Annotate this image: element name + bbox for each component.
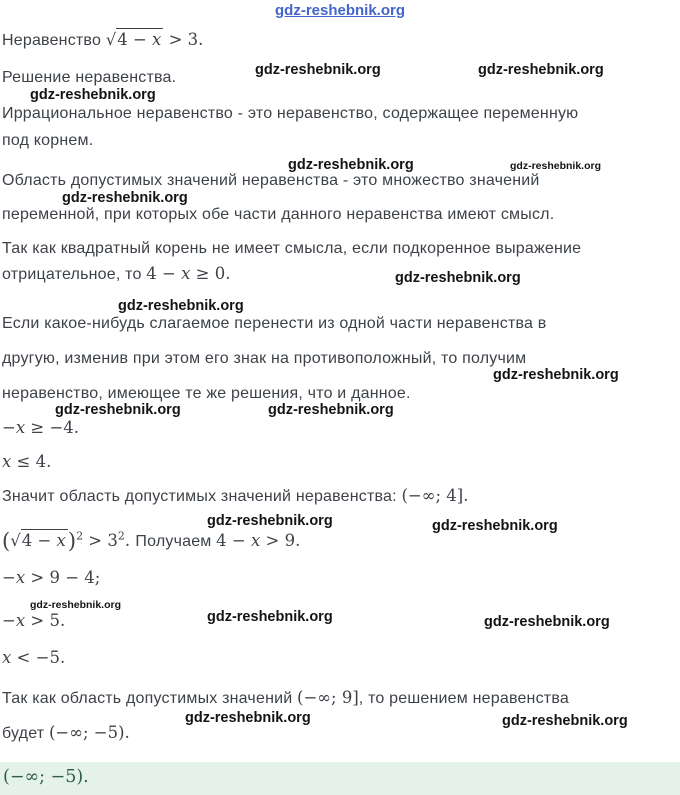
watermark-text: gdz-reshebnik.org [207, 609, 333, 625]
squaring-step-line [2, 528, 300, 554]
math-line [2, 611, 65, 632]
watermark-text: gdz-reshebnik.org [510, 160, 602, 172]
paragraph-line: Иррациональное неравенство - это неравенство, содержащее переменную [2, 105, 579, 122]
math-variable: x [15, 568, 26, 587]
math-inline [2, 529, 136, 553]
math-term: > 9. [260, 531, 301, 550]
radicand-number: 4 − [21, 531, 57, 550]
paragraph-text: Так как область допустимых значений [2, 690, 298, 707]
solution-heading: Решение неравенства. [2, 69, 177, 86]
radical-icon: √ [10, 531, 21, 550]
math-variable: x [181, 264, 191, 283]
math-term: − [2, 611, 16, 630]
math-variable: x [15, 611, 26, 630]
radicand [21, 529, 68, 550]
watermark-text: gdz-reshebnik.org [432, 518, 558, 534]
paragraph-text: Получаем [135, 533, 217, 550]
radicand [116, 28, 163, 49]
paragraph-line [2, 723, 130, 744]
watermark-text: gdz-reshebnik.org [268, 402, 394, 418]
radical-icon: √ [105, 30, 117, 49]
math-term: . [124, 531, 136, 550]
paragraph-line: Если какое-нибудь слагаемое перенести из одной части неравенства в [2, 315, 547, 332]
math-inline [216, 531, 300, 550]
radicand-variable: x [152, 30, 162, 49]
paragraph-line: Так как квадратный корень не имеет смысла, если подкоренное выражение [2, 240, 582, 257]
math-term: > 5. [25, 611, 66, 630]
watermark-text: gdz-reshebnik.org [484, 614, 610, 630]
math-term: ≥ −4. [25, 418, 80, 437]
watermark-text: gdz-reshebnik.org [493, 367, 619, 383]
watermark-text: gdz-reshebnik.org [255, 62, 381, 78]
math-variable: x [2, 452, 12, 471]
paragraph-line [2, 688, 569, 709]
math-term: > 9 − 4; [25, 568, 101, 587]
paragraph-text: , то решением неравенства [358, 690, 569, 707]
math-line [2, 418, 79, 439]
problem-relation: > 3. [163, 30, 204, 49]
watermark-text: gdz-reshebnik.org [207, 513, 333, 529]
math-inline: (−∞; 9] [297, 688, 359, 707]
paragraph-line: Область допустимых значений неравенства - это множество значений [2, 172, 540, 189]
watermark-text: gdz-reshebnik.org [30, 87, 156, 103]
math-term: 4 − [146, 264, 182, 283]
paragraph-text: Значит область допустимых значений неравенства: [2, 488, 402, 505]
answer-value: (−∞; −5). [3, 767, 89, 787]
math-term: ≥ 0. [190, 264, 231, 283]
problem-prefix: Неравенство [2, 32, 106, 49]
watermark-text: gdz-reshebnik.org [395, 270, 521, 286]
math-term: < −5. [11, 648, 66, 667]
watermark-text: gdz-reshebnik.org [185, 710, 311, 726]
paragraph-line [2, 486, 468, 507]
math-inline [146, 264, 230, 283]
math-variable: x [250, 531, 261, 550]
paragraph-line: под корнем. [2, 132, 94, 149]
radicand-variable: x [56, 531, 66, 550]
paragraph-line: другую, изменив при этом его знак на противоположный, то получим [2, 350, 527, 367]
paragraph-line: неравенство, имеющее те же решения, что и данное. [2, 385, 411, 402]
math-inline: (−∞; 4]. [401, 486, 469, 505]
paragraph-text: отрицательное, то [2, 266, 147, 283]
problem-statement [2, 30, 203, 51]
paragraph-line [2, 264, 230, 285]
math-variable: x [2, 648, 12, 667]
paragraph-line: переменной, при которых обе части данного неравенства имеют смысл. [2, 206, 555, 223]
math-line [2, 648, 65, 669]
watermark-text: gdz-reshebnik.org [30, 599, 122, 611]
math-term: 4 − [216, 531, 251, 550]
site-link[interactable]: gdz-reshebnik.org [274, 2, 406, 19]
math-term: > 3 [83, 531, 118, 550]
math-term: − [2, 418, 16, 437]
watermark-text: gdz-reshebnik.org [288, 157, 414, 173]
math-variable: x [15, 418, 26, 437]
watermark-text: gdz-reshebnik.org [62, 190, 188, 206]
math-term: ≤ 4. [11, 452, 52, 471]
open-paren: ( [2, 529, 11, 553]
close-paren: ) [67, 529, 77, 553]
math-line [2, 568, 100, 589]
watermark-text: gdz-reshebnik.org [118, 298, 244, 314]
exponent: 2 [76, 529, 84, 543]
math-line [2, 452, 51, 473]
sqrt-expression [106, 28, 204, 49]
paragraph-text: будет [2, 725, 49, 742]
math-term: − [2, 568, 16, 587]
radicand-number: 4 − [117, 30, 153, 49]
answer-highlight [0, 762, 680, 795]
exponent: 2 [117, 529, 125, 543]
watermark-text: gdz-reshebnik.org [55, 402, 181, 418]
math-inline: (−∞; −5). [48, 723, 130, 742]
watermark-text: gdz-reshebnik.org [478, 62, 604, 78]
watermark-text: gdz-reshebnik.org [502, 713, 628, 729]
